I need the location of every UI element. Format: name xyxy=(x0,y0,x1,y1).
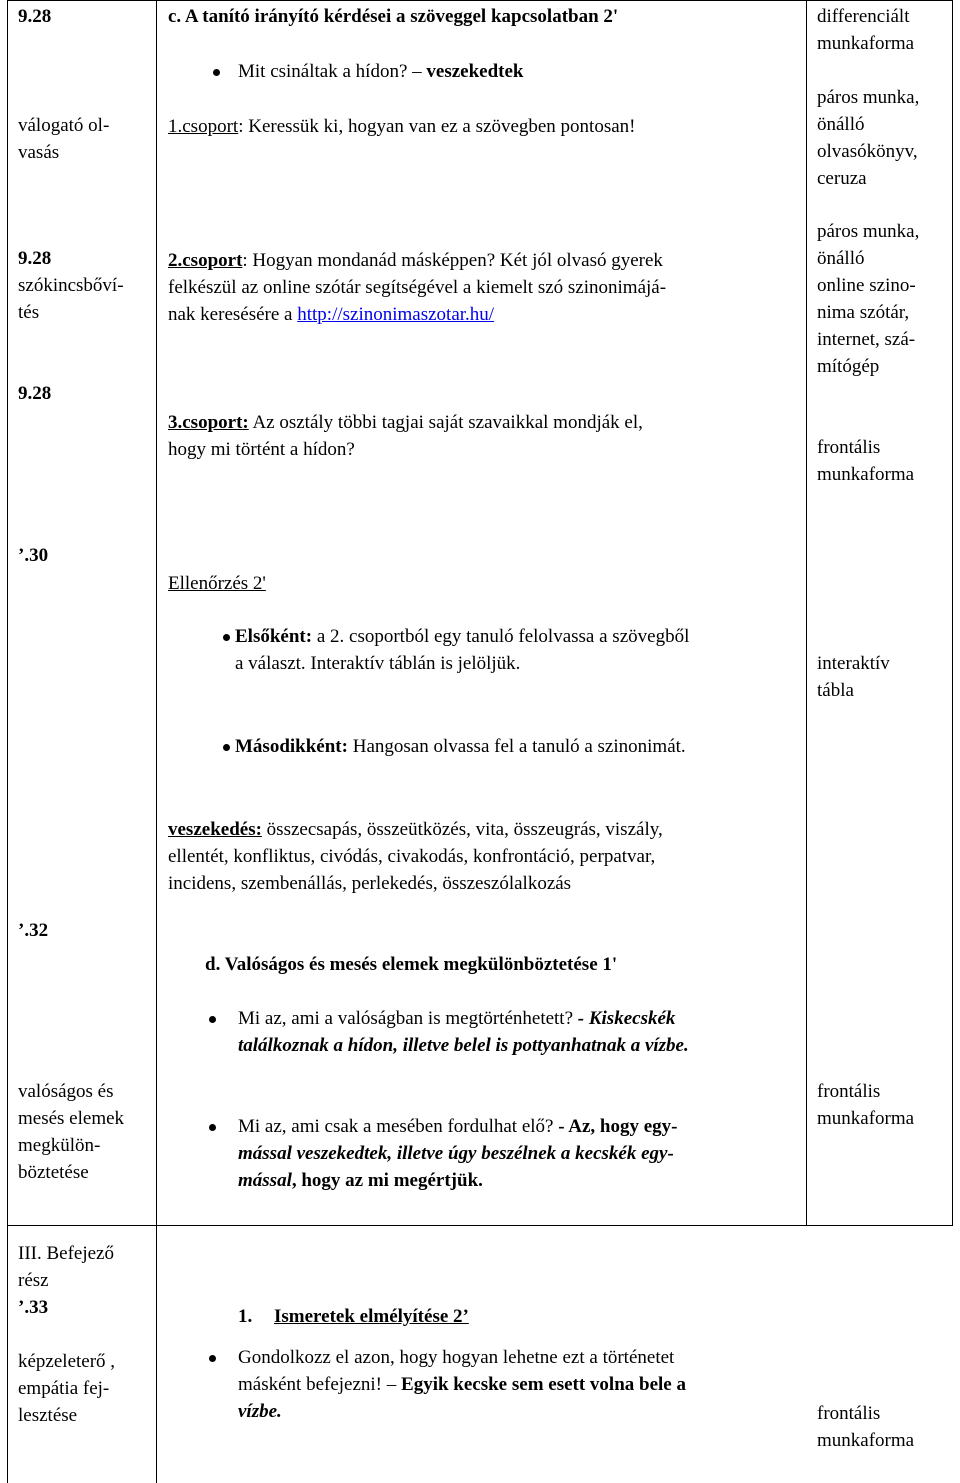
dictionary-link[interactable]: http://szinonimaszotar.hu/ xyxy=(297,304,495,325)
dash: – xyxy=(412,61,422,82)
row2-right-2: önálló xyxy=(817,248,865,269)
synonyms-line3: incidens, szembenállás, perlekedés, összeszólalkozás xyxy=(168,873,572,894)
group2-line3 xyxy=(168,301,494,328)
group3-text: Az osztály többi tagjai saját szavaikkal mondják el, xyxy=(252,412,643,433)
q1-line2: találkoznak a hídon, illetve belel is pottyanhatnak a vízbe. xyxy=(238,1035,689,1056)
group3-label: 3.csoport: xyxy=(168,412,249,433)
first-label: Elsőként: xyxy=(235,626,313,647)
row3-right-1: interaktív xyxy=(817,653,890,674)
row1-right-6: ceruza xyxy=(817,168,867,189)
row4-title-number: 1. xyxy=(238,1306,253,1327)
row2-right-3: online szino- xyxy=(817,275,916,296)
row1-bullet xyxy=(238,58,523,85)
q2-question: Mi az, ami csak a mesében fordulhat elő? xyxy=(238,1116,554,1137)
row2-time: 9.28 xyxy=(18,248,52,269)
check-bullet1-line2: a választ. Interaktív táblán is jelöljük. xyxy=(235,653,521,674)
column-divider-2 xyxy=(806,0,807,1226)
bullet-icon xyxy=(209,1124,216,1131)
synonyms-line2: ellentét, konfliktus, civódás, civakodás, konfrontáció, perpatvar, xyxy=(168,846,656,867)
row3-left-4: böztetése xyxy=(18,1162,89,1183)
synonyms-label: veszekedés: xyxy=(168,819,262,840)
row4-title-text: Ismeretek elmélyítése 2 xyxy=(274,1306,463,1327)
group2-label: 2.csoport xyxy=(168,250,243,271)
row3-right-3: frontális xyxy=(817,1081,881,1102)
group2-line1 xyxy=(168,247,663,274)
row2-right-5: internet, szá- xyxy=(817,329,916,350)
row2-activity-line1: szókincsbőví- xyxy=(18,275,124,296)
row1-right-4: önálló xyxy=(817,114,865,135)
row1-answer: veszekedtek xyxy=(426,61,524,82)
row1-right-2: munkaforma xyxy=(817,33,915,54)
second-text: Hangosan olvassa fel a tanuló a szinonimát. xyxy=(352,736,686,757)
table-border-top xyxy=(7,0,953,1)
check-bullet2 xyxy=(235,733,686,760)
q2-answer-start: - Az, hogy egy- xyxy=(558,1116,678,1137)
row4-bullet-line2 xyxy=(238,1371,686,1398)
row3-time-32: ’.32 xyxy=(18,920,49,941)
row-divider xyxy=(7,1225,953,1226)
row2-right-6: mítógép xyxy=(817,356,880,377)
row4-time: ’.33 xyxy=(18,1297,49,1318)
row3-time-30: ’.30 xyxy=(18,545,49,566)
row2-right-4: nima szótár, xyxy=(817,302,910,323)
q2-line3-italic: mással xyxy=(238,1170,292,1191)
row2-right-1: páros munka, xyxy=(817,221,920,242)
q1-line1 xyxy=(238,1005,675,1032)
first-text: a 2. csoportból egy tanuló felolvassa a szövegből xyxy=(316,626,690,647)
bullet-icon xyxy=(223,744,230,751)
check-title: Ellenőrzés 2' xyxy=(168,573,266,594)
row3-right-2: tábla xyxy=(817,680,854,701)
row1-right-1: differenciált xyxy=(817,6,910,27)
table-border-left xyxy=(7,0,8,1483)
row4-bullet-line1: Gondolkozz el azon, hogy hogyan lehetne ezt a történetet xyxy=(238,1347,675,1368)
row3-left-3: megkülön- xyxy=(18,1135,101,1156)
row1-group1 xyxy=(168,113,636,140)
row3-left-1: valóságos és xyxy=(18,1081,114,1102)
q1-question: Mi az, ami a valóságban is megtörténhetett? xyxy=(238,1008,574,1029)
row1-right-3: páros munka, xyxy=(817,87,920,108)
row4-right-2: munkaforma xyxy=(817,1430,915,1451)
row4-left-1: III. Befejező xyxy=(18,1243,114,1264)
row3-left-2: mesés elemek xyxy=(18,1108,125,1129)
row1-time: 9.28 xyxy=(18,6,52,27)
group2-line3-text: nak keresésére a xyxy=(168,304,293,325)
group3-line1 xyxy=(168,409,643,436)
group3-line2: hogy mi történt a hídon? xyxy=(168,439,355,460)
row1-question: Mit csináltak a hídon? xyxy=(238,61,408,82)
q1-answer-start: - Kiskecskék xyxy=(577,1008,676,1029)
row4-bullet-line3: vízbe. xyxy=(238,1401,282,1422)
row4-title-mark: ’ xyxy=(462,1306,469,1327)
q2-line3-rest: , hogy az mi megértjük. xyxy=(291,1170,483,1191)
row4-bullet-line2-bold: Egyik kecske sem esett volna bele a xyxy=(401,1374,686,1395)
row4-left-5: empátia fej- xyxy=(18,1378,110,1399)
group2-line2: felkészül az online szótár segítségével a kiemelt szó szinonimájá- xyxy=(168,277,667,298)
dash: – xyxy=(386,1374,397,1395)
row1-right-5: olvasókönyv, xyxy=(817,141,918,162)
row4-left-6: lesztése xyxy=(18,1405,78,1426)
d-section-title: d. Valóságos és mesés elemek megkülönböztetése 1' xyxy=(205,954,618,975)
row4-bullet-line2-text: másként befejezni! xyxy=(238,1374,383,1395)
row2-time-2: 9.28 xyxy=(18,383,52,404)
column-divider-1 xyxy=(156,0,157,1483)
group1-label: 1.csoport xyxy=(168,116,239,137)
table-border-right xyxy=(952,0,953,1226)
bullet-icon xyxy=(209,1355,216,1362)
bullet-icon xyxy=(213,69,220,76)
row1-activity-line1: válogató ol- xyxy=(18,115,110,136)
row3-right-4: munkaforma xyxy=(817,1108,915,1129)
q2-line3 xyxy=(238,1167,483,1194)
synonyms-text: összecsapás, összeütközés, vita, összeugrás, viszály, xyxy=(266,819,663,840)
bullet-icon xyxy=(223,634,230,641)
synonyms-line1 xyxy=(168,816,663,843)
row4-right-1: frontális xyxy=(817,1403,881,1424)
q2-line1 xyxy=(238,1113,678,1140)
bullet-icon xyxy=(209,1016,216,1023)
row4-left-4: képzeleterő , xyxy=(18,1351,116,1372)
row1-activity-line2: vasás xyxy=(18,142,60,163)
group2-text: : Hogyan mondanád másképpen? Két jól olvasó gyerek xyxy=(242,250,663,271)
group1-text: : Keressük ki, hogyan van ez a szövegben pontosan! xyxy=(238,116,636,137)
row4-left-2: rész xyxy=(18,1270,49,1291)
check-bullet1-line1 xyxy=(235,623,689,650)
row2-right-8: munkaforma xyxy=(817,464,915,485)
second-label: Másodikként: xyxy=(235,736,348,757)
row4-title xyxy=(274,1303,469,1330)
q2-line2: mással veszekedtek, illetve úgy beszélnek a kecskék egy- xyxy=(238,1143,674,1164)
row1-section-title: c. A tanító irányító kérdései a szöveggel kapcsolatban 2' xyxy=(168,6,619,27)
row2-right-7: frontális xyxy=(817,437,881,458)
row2-activity-line2: tés xyxy=(18,302,40,323)
